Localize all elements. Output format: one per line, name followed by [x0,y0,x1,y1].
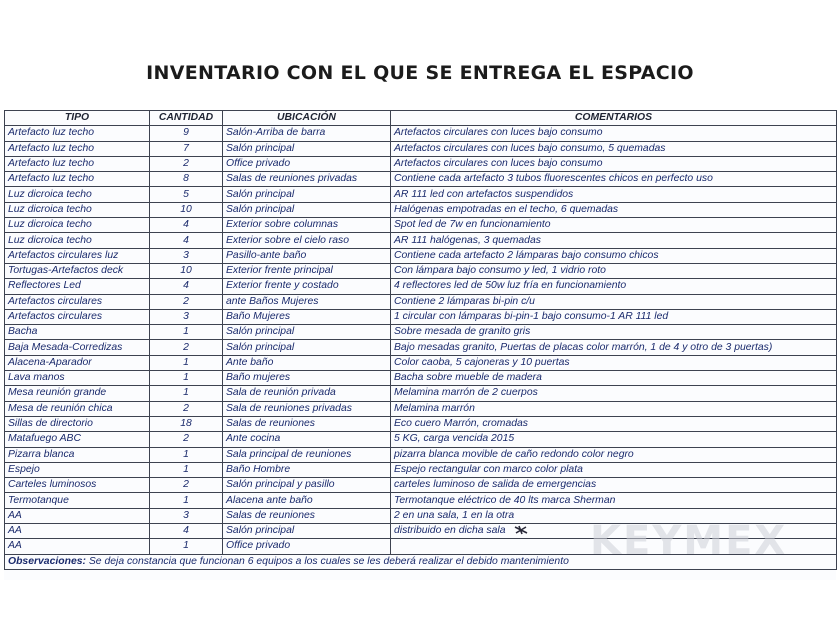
cell-tipo: Matafuego ABC [5,432,150,447]
cell-tipo: Luz dicroica techo [5,233,150,248]
cell-tipo: Tortugas-Artefactos deck [5,263,150,278]
cell-tipo: Espejo [5,462,150,477]
header-cantidad: CANTIDAD [150,111,223,126]
cell-comentarios: pizarra blanca movible de caño redondo color negro [391,447,837,462]
table-row [5,233,837,248]
cell-comentarios: Melamina marrón de 2 cuerpos [391,386,837,401]
table-row [5,462,837,477]
cell-cantidad: 18 [150,416,223,431]
observaciones-text: Se deja constancia que funcionan 6 equipos a los cuales se les deberá realizar el debido mantenimiento [88,555,569,567]
cell-comentarios: Eco cuero Marrón, cromadas [391,416,837,431]
cell-comentarios: Contiene cada artefacto 2 lámparas bajo consumo chicos [391,248,837,263]
observaciones-label: Observaciones: [8,555,86,567]
cell-cantidad: 8 [150,172,223,187]
cell-comentarios: carteles luminoso de salida de emergencias [391,478,837,493]
cell-cantidad: 1 [150,493,223,508]
cell-tipo: Carteles luminosos [5,478,150,493]
observaciones-cell [5,554,837,569]
cell-cantidad: 3 [150,508,223,523]
table-row [5,325,837,340]
cell-comentarios: 1 circular con lámparas bi-pin-1 bajo consumo-1 AR 111 led [391,309,837,324]
cell-cantidad: 2 [150,340,223,355]
cell-ubicacion: Baño mujeres [223,371,391,386]
cell-tipo: AA [5,524,150,539]
cell-ubicacion: Salas de reuniones privadas [223,172,391,187]
header-tipo: TIPO [5,111,150,126]
table-row [5,141,837,156]
cell-ubicacion: Salón principal y pasillo [223,478,391,493]
table-header-row [5,111,837,126]
cell-cantidad: 4 [150,233,223,248]
cell-comentarios: Bacha sobre mueble de madera [391,371,837,386]
table-row [5,371,837,386]
cell-cantidad: 4 [150,218,223,233]
cell-ubicacion: Salón principal [223,202,391,217]
cell-comentarios: Artefactos circulares con luces bajo consumo [391,156,837,171]
cell-cantidad: 9 [150,126,223,141]
brand-watermark: KEYMEX [590,518,788,564]
cell-cantidad: 1 [150,386,223,401]
cell-ubicacion: Sala de reuniones privadas [223,401,391,416]
cell-cantidad: 4 [150,279,223,294]
cell-cantidad: 7 [150,141,223,156]
cell-tipo: Luz dicroica techo [5,218,150,233]
cell-ubicacion: Salón principal [223,325,391,340]
cell-tipo: Artefacto luz techo [5,156,150,171]
cell-tipo: Lava manos [5,371,150,386]
cell-comentarios: Con lámpara bajo consumo y led, 1 vidrio roto [391,263,837,278]
cell-tipo: Artefactos circulares [5,309,150,324]
inventory-table [4,110,837,570]
cell-ubicacion: Exterior frente principal [223,263,391,278]
header-comentarios: COMENTARIOS [391,111,837,126]
observaciones-row [5,554,837,569]
cell-tipo: Pizarra blanca [5,447,150,462]
table-row [5,432,837,447]
cell-cantidad: 1 [150,462,223,477]
cell-tipo: Mesa reunión grande [5,386,150,401]
cell-comentarios: Termotanque eléctrico de 40 lts marca Sherman [391,493,837,508]
cell-ubicacion: Exterior frente y costado [223,279,391,294]
table-row [5,508,837,523]
cell-ubicacion: Salas de reuniones [223,508,391,523]
cell-cantidad: 4 [150,524,223,539]
table-row [5,355,837,370]
cell-tipo: Bacha [5,325,150,340]
cell-tipo: Termotanque [5,493,150,508]
cell-cantidad: 1 [150,325,223,340]
cell-ubicacion: Exterior sobre columnas [223,218,391,233]
table-row [5,263,837,278]
cell-cantidad: 1 [150,447,223,462]
cell-cantidad: 1 [150,355,223,370]
cell-comentarios: Color caoba, 5 cajoneras y 10 puertas [391,355,837,370]
table-row [5,126,837,141]
cell-tipo: AA [5,508,150,523]
table-row [5,478,837,493]
table-row [5,248,837,263]
cell-tipo: Artefacto luz techo [5,126,150,141]
table-row [5,416,837,431]
cell-comentarios: Contiene 2 lámparas bi-pin c/u [391,294,837,309]
cell-tipo: Luz dicroica techo [5,187,150,202]
cell-cantidad: 2 [150,432,223,447]
cell-tipo: Artefactos circulares [5,294,150,309]
cell-ubicacion: Pasillo-ante baño [223,248,391,263]
table-row [5,279,837,294]
document-title: INVENTARIO CON EL QUE SE ENTREGA EL ESPACIO [146,62,694,84]
cell-comentarios: Artefactos circulares con luces bajo consumo [391,126,837,141]
table-row [5,156,837,171]
cell-tipo: Baja Mesada-Corredizas [5,340,150,355]
cell-comentarios: 4 reflectores led de 50w luz fría en funcionamiento [391,279,837,294]
table-row [5,386,837,401]
cell-ubicacion: Salón principal [223,340,391,355]
cell-ubicacion: Baño Hombre [223,462,391,477]
cell-comentarios-text: distribuido en dicha sala [394,525,506,537]
table-row [5,294,837,309]
table-row [5,447,837,462]
cell-tipo: Luz dicroica techo [5,202,150,217]
cell-comentarios: Halógenas empotradas en el techo, 6 quemadas [391,202,837,217]
cell-ubicacion: Ante cocina [223,432,391,447]
cell-comentarios: Artefactos circulares con luces bajo consumo, 5 quemadas [391,141,837,156]
header-ubicacion: UBICACIÓN [223,111,391,126]
cell-comentarios: Espejo rectangular con marco color plata [391,462,837,477]
cell-cantidad: 2 [150,294,223,309]
cell-ubicacion: Salón principal [223,187,391,202]
handwritten-mark-icon [513,525,529,535]
table-row [5,340,837,355]
table-body [5,126,837,570]
table-row [5,401,837,416]
table-row [5,309,837,324]
cell-tipo: Mesa de reunión chica [5,401,150,416]
cell-ubicacion: Baño Mujeres [223,309,391,324]
cell-tipo: AA [5,539,150,554]
cell-cantidad: 5 [150,187,223,202]
cell-comentarios: Contiene cada artefacto 3 tubos fluorescentes chicos en perfecto uso [391,172,837,187]
cell-comentarios: Melamina marrón [391,401,837,416]
cell-comentarios: 2 en una sala, 1 en la otra [391,508,837,523]
cell-tipo: Sillas de directorio [5,416,150,431]
table-row [5,539,837,554]
cell-cantidad: 10 [150,202,223,217]
cell-cantidad: 3 [150,248,223,263]
cell-ubicacion: ante Baños Mujeres [223,294,391,309]
cell-cantidad: 2 [150,478,223,493]
cell-comentarios [391,524,837,539]
cell-comentarios: AR 111 halógenas, 3 quemadas [391,233,837,248]
table-row [5,493,837,508]
cell-tipo: Artefacto luz techo [5,141,150,156]
cell-tipo: Reflectores Led [5,279,150,294]
cell-cantidad: 2 [150,156,223,171]
cell-cantidad: 10 [150,263,223,278]
cell-tipo: Alacena-Aparador [5,355,150,370]
cell-comentarios: Bajo mesadas granito, Puertas de placas color marrón, 1 de 4 y otro de 3 puertas) [391,340,837,355]
cell-ubicacion: Alacena ante baño [223,493,391,508]
cell-tipo: Artefactos circulares luz [5,248,150,263]
cell-ubicacion: Salón principal [223,141,391,156]
cell-ubicacion: Salón-Arriba de barra [223,126,391,141]
cell-comentarios: 5 KG, carga vencida 2015 [391,432,837,447]
cell-ubicacion: Office privado [223,539,391,554]
cell-ubicacion: Sala principal de reuniones [223,447,391,462]
cell-cantidad: 2 [150,401,223,416]
table-row [5,218,837,233]
table-row [5,172,837,187]
table-row [5,187,837,202]
cell-cantidad: 1 [150,539,223,554]
cell-ubicacion: Exterior sobre el cielo raso [223,233,391,248]
cell-cantidad: 1 [150,371,223,386]
cell-cantidad: 3 [150,309,223,324]
cell-ubicacion: Office privado [223,156,391,171]
cell-tipo: Artefacto luz techo [5,172,150,187]
inventory-sheet [4,110,836,580]
cell-comentarios: Sobre mesada de granito gris [391,325,837,340]
cell-ubicacion: Salas de reuniones [223,416,391,431]
cell-ubicacion: Salón principal [223,524,391,539]
cell-comentarios [391,539,837,554]
table-row [5,202,837,217]
cell-comentarios: Spot led de 7w en funcionamiento [391,218,837,233]
cell-ubicacion: Sala de reunión privada [223,386,391,401]
table-row [5,524,837,539]
cell-comentarios: AR 111 led con artefactos suspendidos [391,187,837,202]
cell-ubicacion: Ante baño [223,355,391,370]
